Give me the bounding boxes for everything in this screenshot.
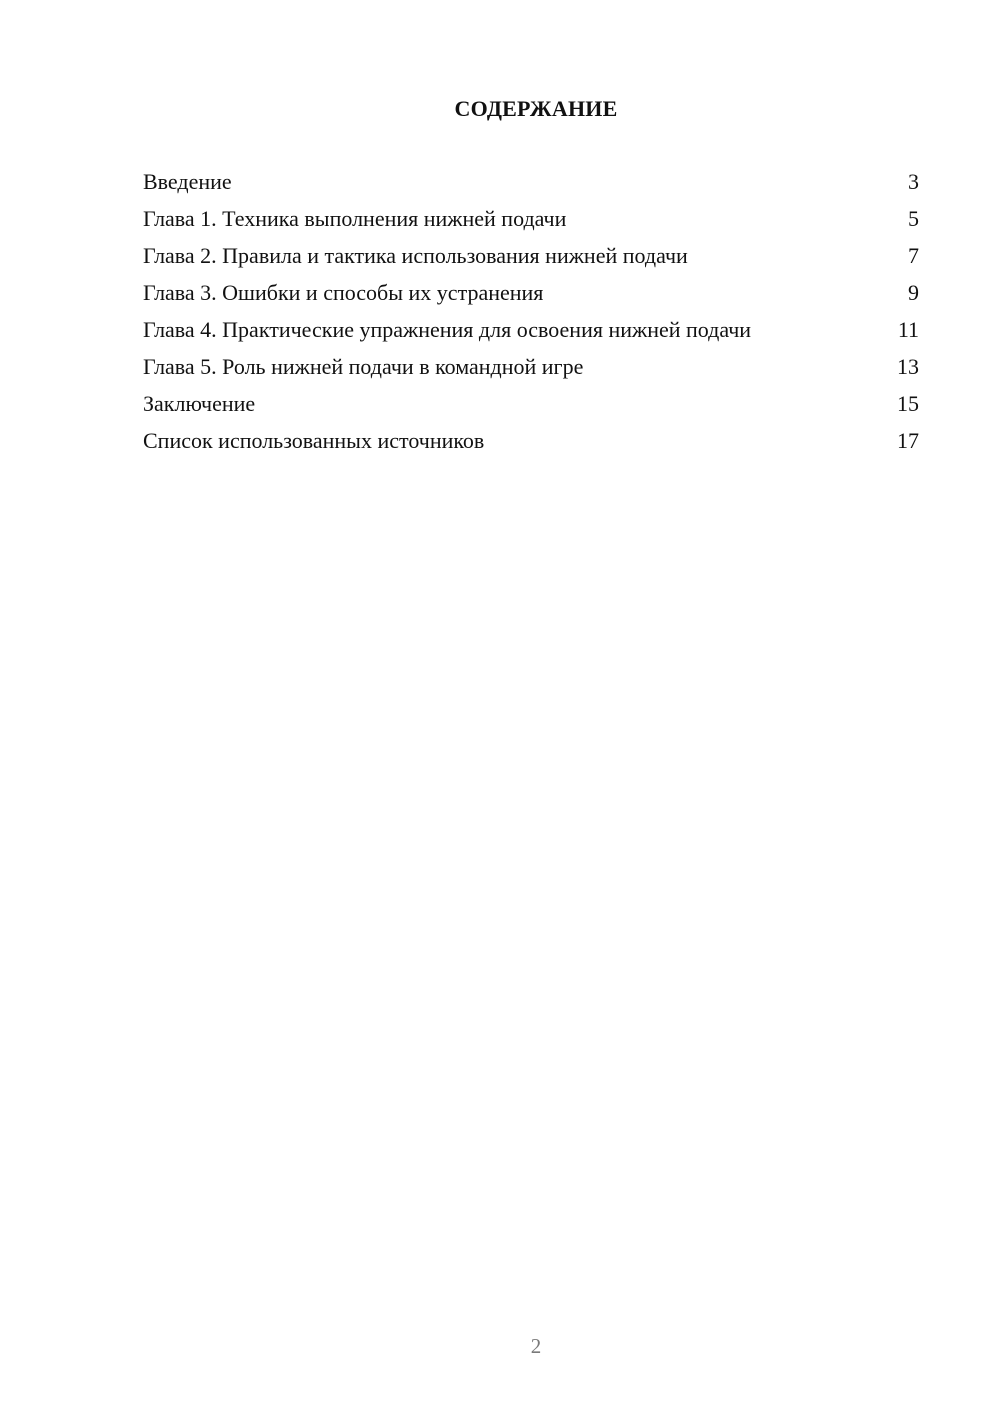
toc-entry-chapter-5[interactable] (143, 353, 919, 380)
toc-entry-page: 9 (908, 280, 919, 305)
toc-entry-chapter-2[interactable] (143, 242, 919, 269)
page-number: 2 (530, 1334, 542, 1358)
toc-entry-title: Глава 4. Практические упражнения для освоения нижней подачи (143, 317, 752, 342)
toc-entry-references[interactable] (143, 427, 919, 454)
toc-entry-page: 5 (908, 206, 919, 231)
toc-entry-introduction[interactable] (143, 168, 919, 195)
toc-entry-title: Глава 5. Роль нижней подачи в командной игре (143, 354, 584, 379)
toc-entry-page: 17 (897, 428, 919, 453)
toc-entry-title: Глава 2. Правила и тактика использования нижней подачи (143, 243, 688, 268)
toc-entry-page: 3 (908, 169, 919, 194)
toc-entry-page: 15 (897, 391, 919, 416)
toc-entry-title: Введение (143, 169, 232, 194)
toc-entry-page: 13 (897, 354, 919, 379)
toc-entry-title: Глава 3. Ошибки и способы их устранения (143, 280, 544, 305)
toc-entry-page: 11 (897, 317, 919, 342)
toc-entry-chapter-3[interactable] (143, 279, 919, 306)
toc-entry-conclusion[interactable] (143, 390, 919, 417)
toc-entry-chapter-4[interactable] (143, 316, 919, 343)
toc-entry-page: 7 (908, 243, 919, 268)
toc-entry-title: Список использованных источников (143, 428, 485, 453)
table-of-contents (143, 168, 919, 464)
toc-entry-chapter-1[interactable] (143, 205, 919, 232)
page-title: СОДЕРЖАНИЕ (454, 96, 618, 121)
toc-entry-title: Глава 1. Техника выполнения нижней подачи (143, 206, 567, 231)
toc-entry-title: Заключение (143, 391, 256, 416)
